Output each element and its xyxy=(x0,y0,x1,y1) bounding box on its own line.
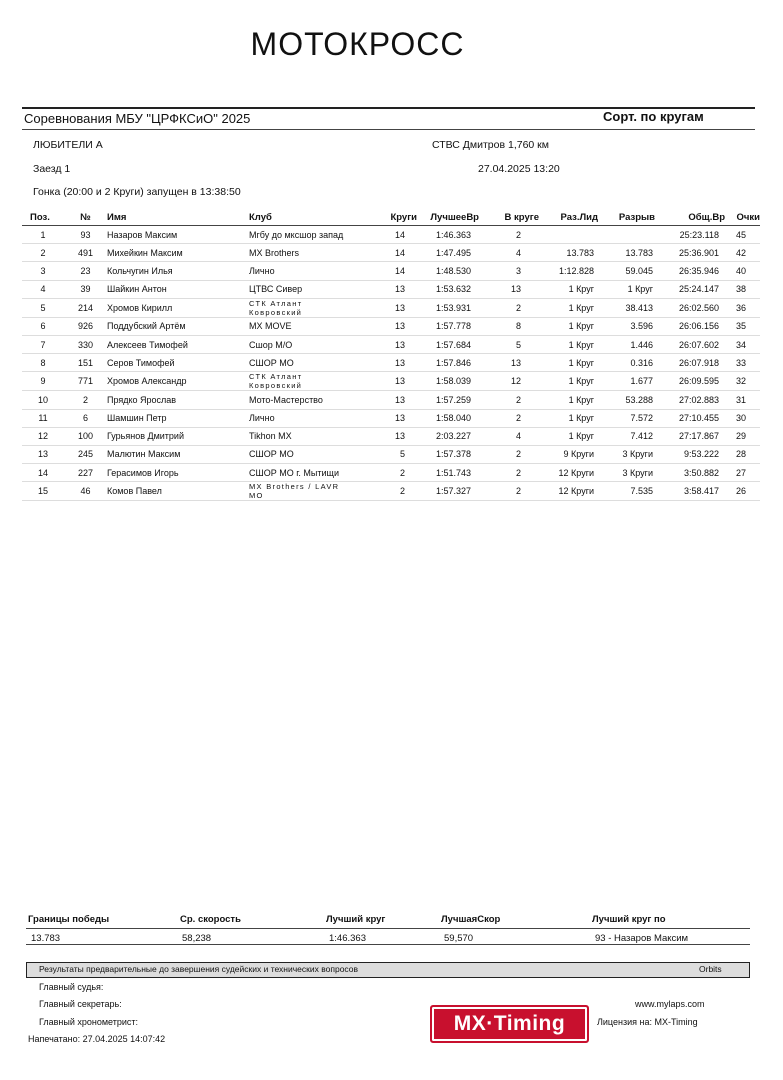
competition-divider xyxy=(22,129,755,130)
result-row xyxy=(22,280,760,298)
cell-best: 1:57.778 xyxy=(417,317,479,335)
cell-num: 245 xyxy=(64,445,107,463)
cell-name: Назаров Максим xyxy=(107,226,249,244)
cell-in-lap: 2 xyxy=(479,226,539,244)
cell-total: 26:02.560 xyxy=(655,298,725,317)
cell-num: 6 xyxy=(64,409,107,427)
cell-gap-leader: 1 Круг xyxy=(539,317,598,335)
mx-timing-logo: MX·Timing xyxy=(430,1005,589,1043)
cell-name: Серов Тимофей xyxy=(107,354,249,372)
cell-best: 1:53.931 xyxy=(417,298,479,317)
summary-divider-bottom xyxy=(26,944,750,945)
summary-best-lap: 1:46.363 xyxy=(329,933,366,944)
cell-best: 1:57.378 xyxy=(417,445,479,463)
cell-num: 491 xyxy=(64,244,107,262)
cell-laps: 13 xyxy=(349,335,417,353)
cell-in-lap: 2 xyxy=(479,464,539,482)
cell-points: 34 xyxy=(725,335,760,353)
cell-total: 27:17.867 xyxy=(655,427,725,445)
cell-best: 1:57.259 xyxy=(417,391,479,409)
cell-gap-leader: 13.783 xyxy=(539,244,598,262)
cell-in-lap: 8 xyxy=(479,317,539,335)
result-row xyxy=(22,445,760,463)
cell-total: 3:50.882 xyxy=(655,464,725,482)
cell-best: 1:58.039 xyxy=(417,372,479,391)
cell-pos: 3 xyxy=(22,262,64,280)
cell-points: 42 xyxy=(725,244,760,262)
cell-pos: 9 xyxy=(22,372,64,391)
cell-in-lap: 13 xyxy=(479,354,539,372)
cell-total: 26:07.918 xyxy=(655,354,725,372)
cell-gap: 3 Круги xyxy=(598,445,655,463)
cell-name: Малютин Максим xyxy=(107,445,249,463)
result-row xyxy=(22,335,760,353)
cell-club: MX Brothers / LAVR MO xyxy=(249,482,349,501)
cell-name: Хромов Александр xyxy=(107,372,249,391)
cell-laps: 5 xyxy=(349,445,417,463)
cell-best: 1:51.743 xyxy=(417,464,479,482)
col-gap: Разрыв xyxy=(598,210,655,226)
cell-laps: 13 xyxy=(349,391,417,409)
result-row xyxy=(22,409,760,427)
summary-best-lap-by: 93 - Назаров Максим xyxy=(595,933,689,944)
col-name: Имя xyxy=(107,210,249,226)
cell-gap: 59.045 xyxy=(598,262,655,280)
cell-num: 227 xyxy=(64,464,107,482)
cell-in-lap: 2 xyxy=(479,298,539,317)
cell-laps: 14 xyxy=(349,262,417,280)
cell-gap-leader: 1 Круг xyxy=(539,427,598,445)
cell-pos: 13 xyxy=(22,445,64,463)
cell-gap: 0.316 xyxy=(598,354,655,372)
cell-total: 26:07.602 xyxy=(655,335,725,353)
cell-num: 214 xyxy=(64,298,107,317)
cell-gap-leader: 1 Круг xyxy=(539,409,598,427)
cell-gap-leader: 1 Круг xyxy=(539,372,598,391)
cell-total: 26:35.946 xyxy=(655,262,725,280)
summary-best-speed-label: ЛучшаяСкор xyxy=(441,914,501,925)
cell-name: Поддубский Артём xyxy=(107,317,249,335)
cell-gap: 7.412 xyxy=(598,427,655,445)
cell-laps: 14 xyxy=(349,244,417,262)
cell-points: 35 xyxy=(725,317,760,335)
cell-best: 1:58.040 xyxy=(417,409,479,427)
cell-pos: 12 xyxy=(22,427,64,445)
result-row xyxy=(22,244,760,262)
cell-num: 771 xyxy=(64,372,107,391)
cell-gap-leader: 1:12.828 xyxy=(539,262,598,280)
cell-points: 40 xyxy=(725,262,760,280)
cell-laps: 13 xyxy=(349,427,417,445)
cell-pos: 8 xyxy=(22,354,64,372)
cell-club: Tikhon MX xyxy=(249,427,349,445)
cell-laps: 13 xyxy=(349,280,417,298)
chief-timekeeper-label: Главный хронометрист: xyxy=(39,1017,139,1027)
cell-pos: 1 xyxy=(22,226,64,244)
cell-club: СТК Атлант Ковровский xyxy=(249,298,349,317)
cell-laps: 2 xyxy=(349,464,417,482)
col-points: Очки xyxy=(725,210,760,226)
result-row xyxy=(22,427,760,445)
col-in-lap: В круге xyxy=(479,210,539,226)
cell-pos: 7 xyxy=(22,335,64,353)
cell-pos: 5 xyxy=(22,298,64,317)
cell-laps: 13 xyxy=(349,317,417,335)
cell-num: 46 xyxy=(64,482,107,501)
cell-club: СШОР МО xyxy=(249,354,349,372)
cell-pos: 15 xyxy=(22,482,64,501)
website-link[interactable]: www.mylaps.com xyxy=(635,999,705,1009)
result-row xyxy=(22,464,760,482)
cell-laps: 2 xyxy=(349,482,417,501)
preliminary-notice xyxy=(26,962,750,978)
cell-gap: 3.596 xyxy=(598,317,655,335)
cell-club: СШОР МО г. Мытищи xyxy=(249,464,349,482)
printed-timestamp: Напечатано: 27.04.2025 14:07:42 xyxy=(28,1034,166,1044)
cell-num: 93 xyxy=(64,226,107,244)
cell-gap-leader: 1 Круг xyxy=(539,280,598,298)
cell-in-lap: 12 xyxy=(479,372,539,391)
cell-total: 25:24.147 xyxy=(655,280,725,298)
cell-points: 26 xyxy=(725,482,760,501)
orbits-label: Orbits xyxy=(699,964,722,974)
result-row xyxy=(22,262,760,280)
cell-pos: 14 xyxy=(22,464,64,482)
cell-pos: 11 xyxy=(22,409,64,427)
cell-total: 25:23.118 xyxy=(655,226,725,244)
cell-num: 39 xyxy=(64,280,107,298)
col-club: Клуб xyxy=(249,210,349,226)
race-info: Гонка (20:00 и 2 Круги) запущен в 13:38:50 xyxy=(33,186,241,198)
col-num: № xyxy=(64,210,107,226)
col-laps: Круги xyxy=(349,210,417,226)
cell-best: 1:47.495 xyxy=(417,244,479,262)
cell-gap-leader: 9 Круги xyxy=(539,445,598,463)
cell-points: 36 xyxy=(725,298,760,317)
result-row xyxy=(22,372,760,391)
chief-judge-label: Главный судья: xyxy=(39,982,104,992)
cell-best: 1:48.530 xyxy=(417,262,479,280)
cell-num: 23 xyxy=(64,262,107,280)
race-datetime: 27.04.2025 13:20 xyxy=(478,163,560,175)
cell-total: 27:02.883 xyxy=(655,391,725,409)
cell-club: СШОР МО xyxy=(249,445,349,463)
cell-best: 1:57.684 xyxy=(417,335,479,353)
result-row xyxy=(22,391,760,409)
cell-total: 3:58.417 xyxy=(655,482,725,501)
cell-points: 33 xyxy=(725,354,760,372)
result-row xyxy=(22,354,760,372)
cell-total: 26:09.595 xyxy=(655,372,725,391)
cell-gap-leader: 1 Круг xyxy=(539,391,598,409)
cell-in-lap: 3 xyxy=(479,262,539,280)
cell-points: 38 xyxy=(725,280,760,298)
cell-num: 151 xyxy=(64,354,107,372)
cell-pos: 6 xyxy=(22,317,64,335)
track-name: СТВС Дмитров 1,760 км xyxy=(432,139,549,151)
cell-name: Гурьянов Дмитрий xyxy=(107,427,249,445)
cell-gap: 53.288 xyxy=(598,391,655,409)
cell-pos: 10 xyxy=(22,391,64,409)
cell-laps: 13 xyxy=(349,409,417,427)
cell-name: Прядко Ярослав xyxy=(107,391,249,409)
col-total: Общ.Вр xyxy=(655,210,725,226)
cell-name: Михейкин Максим xyxy=(107,244,249,262)
cell-in-lap: 2 xyxy=(479,482,539,501)
cell-club: MX MOVE xyxy=(249,317,349,335)
cell-laps: 13 xyxy=(349,372,417,391)
cell-in-lap: 4 xyxy=(479,244,539,262)
cell-name: Хромов Кирилл xyxy=(107,298,249,317)
summary-win-margin-label: Границы победы xyxy=(28,914,110,925)
cell-total: 9:53.222 xyxy=(655,445,725,463)
cell-gap-leader: 12 Круги xyxy=(539,482,598,501)
summary-best-lap-by-label: Лучший круг по xyxy=(592,914,666,925)
summary-best-speed: 59,570 xyxy=(444,933,474,944)
cell-gap-leader: 1 Круг xyxy=(539,298,598,317)
cell-total: 25:36.901 xyxy=(655,244,725,262)
cell-gap: 7.535 xyxy=(598,482,655,501)
cell-in-lap: 4 xyxy=(479,427,539,445)
cell-gap: 1 Круг xyxy=(598,280,655,298)
cell-in-lap: 5 xyxy=(479,335,539,353)
summary-avg-speed-label: Ср. скорость xyxy=(180,914,241,925)
cell-best: 1:46.363 xyxy=(417,226,479,244)
cell-gap xyxy=(598,226,655,244)
cell-points: 45 xyxy=(725,226,760,244)
cell-num: 926 xyxy=(64,317,107,335)
cell-points: 28 xyxy=(725,445,760,463)
cell-name: Кольчугин Илья xyxy=(107,262,249,280)
summary-divider-top xyxy=(26,928,750,929)
cell-gap-leader: 1 Круг xyxy=(539,354,598,372)
cell-points: 30 xyxy=(725,409,760,427)
cell-laps: 13 xyxy=(349,298,417,317)
cell-best: 1:57.846 xyxy=(417,354,479,372)
cell-best: 1:57.327 xyxy=(417,482,479,501)
cell-total: 27:10.455 xyxy=(655,409,725,427)
cell-club: Сшор М/О xyxy=(249,335,349,353)
heat-label: Заезд 1 xyxy=(33,163,71,175)
cell-gap-leader: 1 Круг xyxy=(539,335,598,353)
col-gap-leader: Раз.Лид xyxy=(539,210,598,226)
cell-club: Мгбу до мксшор запад xyxy=(249,226,349,244)
cell-gap: 13.783 xyxy=(598,244,655,262)
cell-gap-leader: 12 Круги xyxy=(539,464,598,482)
cell-gap: 1.677 xyxy=(598,372,655,391)
cell-gap-leader xyxy=(539,226,598,244)
result-row xyxy=(22,226,760,244)
summary-best-lap-label: Лучший круг xyxy=(326,914,386,925)
cell-num: 330 xyxy=(64,335,107,353)
cell-in-lap: 13 xyxy=(479,280,539,298)
cell-club: Лично xyxy=(249,262,349,280)
col-pos: Поз. xyxy=(22,210,64,226)
cell-total: 26:06.156 xyxy=(655,317,725,335)
summary-win-margin: 13.783 xyxy=(31,933,61,944)
cell-name: Алексеев Тимофей xyxy=(107,335,249,353)
cell-club: Мото-Мастерство xyxy=(249,391,349,409)
cell-points: 31 xyxy=(725,391,760,409)
cell-gap: 1.446 xyxy=(598,335,655,353)
page-title: МОТОКРОСС xyxy=(250,26,465,62)
result-row xyxy=(22,298,760,317)
cell-pos: 2 xyxy=(22,244,64,262)
results-table xyxy=(22,210,760,501)
cell-points: 27 xyxy=(725,464,760,482)
notice-text: Результаты предварительные до завершения судейских и технических вопросов xyxy=(39,964,359,974)
cell-in-lap: 2 xyxy=(479,391,539,409)
cell-club: СТК Атлант Ковровский xyxy=(249,372,349,391)
cell-points: 29 xyxy=(725,427,760,445)
summary-avg-speed: 58,238 xyxy=(182,933,212,944)
cell-name: Герасимов Игорь xyxy=(107,464,249,482)
cell-points: 32 xyxy=(725,372,760,391)
cell-club: Лично xyxy=(249,409,349,427)
cell-gap: 38.413 xyxy=(598,298,655,317)
cell-in-lap: 2 xyxy=(479,445,539,463)
competition-name: Соревнования МБУ "ЦРФКСиО" 2025 xyxy=(24,111,251,126)
sort-label: Сорт. по кругам xyxy=(603,109,704,124)
cell-best: 2:03.227 xyxy=(417,427,479,445)
cell-name: Шайкин Антон xyxy=(107,280,249,298)
cell-num: 2 xyxy=(64,391,107,409)
result-row xyxy=(22,482,760,501)
result-row xyxy=(22,317,760,335)
cell-num: 100 xyxy=(64,427,107,445)
col-best: ЛучшееВр xyxy=(417,210,479,226)
cell-name: Комов Павел xyxy=(107,482,249,501)
cell-laps: 14 xyxy=(349,226,417,244)
cell-gap: 7.572 xyxy=(598,409,655,427)
cell-club: ЦТВС Сивер xyxy=(249,280,349,298)
cell-name: Шамшин Петр xyxy=(107,409,249,427)
cell-best: 1:53.632 xyxy=(417,280,479,298)
cell-pos: 4 xyxy=(22,280,64,298)
cell-laps: 13 xyxy=(349,354,417,372)
class-name: ЛЮБИТЕЛИ А xyxy=(33,139,103,151)
cell-in-lap: 2 xyxy=(479,409,539,427)
results-header-row xyxy=(22,210,760,226)
cell-gap: 3 Круги xyxy=(598,464,655,482)
license-label: Лицензия на: MX-Timing xyxy=(597,1017,698,1027)
chief-secretary-label: Главный секретарь: xyxy=(39,999,122,1009)
cell-club: MX Brothers xyxy=(249,244,349,262)
